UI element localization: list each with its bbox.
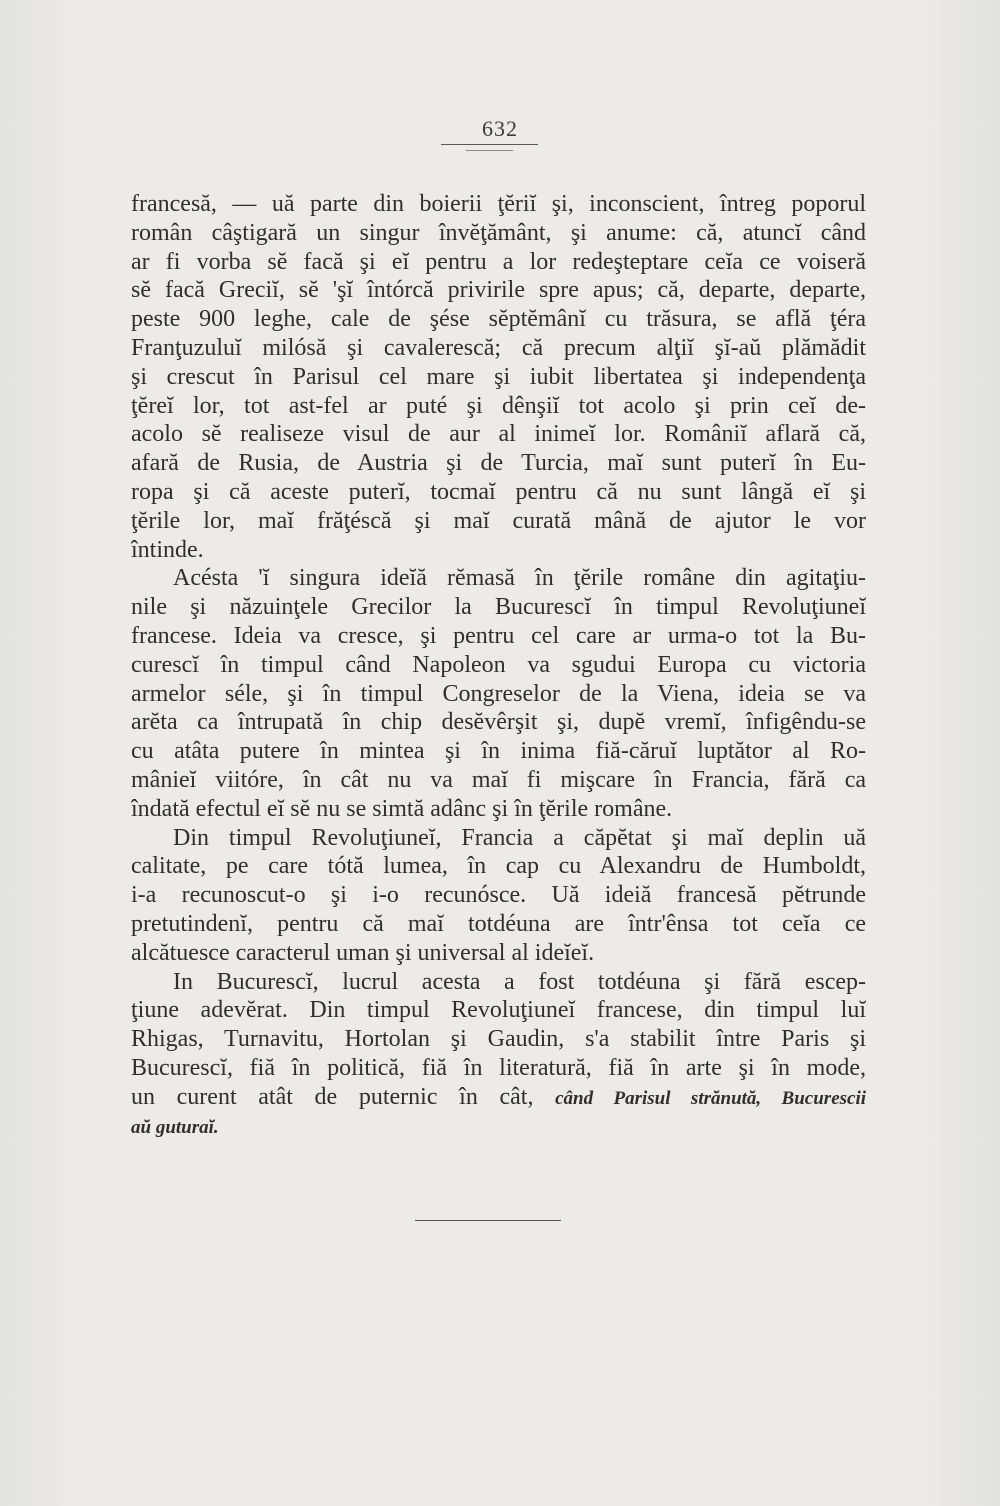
text-line (131, 1112, 866, 1141)
text-line: calitate, pe care tótă lumea, în cap cu Alexandru de Humboldt, (131, 853, 866, 880)
text-line: acolo sĕ realiseze visul de aur al inimeĭ lor. Româniĭ aflară că, (131, 421, 866, 448)
text-line-with-quote (131, 1083, 866, 1112)
text-line: Rhigas, Turnavitu, Hortolan şi Gaudin, s'a stabilit între Paris şi (131, 1026, 866, 1053)
body-text (131, 190, 866, 1140)
text-line: armelor séle, şi în timpul Congreselor de la Viena, ideia se va (131, 680, 866, 707)
text-line: sĕ facă Greciĭ, sĕ 'şĭ întórcă privirile spre apus; că, departe, departe, (131, 277, 866, 304)
text-line: cu atâta putere în mintea şi în inima fiă-căruĭ luptător al Ro- (131, 738, 866, 765)
text-line: Acésta 'ĭ singura ideĭă rĕmasă în ţĕrile române din agitaţiu- (173, 565, 866, 592)
text-line: francese. Ideia va cresce, şi pentru cel care ar urma-o tot la Bu- (131, 622, 866, 649)
page-number: 632 (482, 116, 518, 141)
text-line: afară de Rusia, de Austria şi de Turcia, maĭ sunt puterĭ în Eu- (131, 450, 866, 477)
text-line: ţiune adevĕrat. Din timpul Revoluţiuneĭ francese, din timpul luĭ (131, 997, 866, 1024)
text-segment: un curent atât de puternic în cât, (131, 1083, 534, 1110)
text-line: nile şi năzuinţele Grecilor la Bucurescĭ în timpul Revoluţiuneĭ (131, 594, 866, 621)
text-line: i-a recunoscut-o şi i-o recunósce. Uă ideiă francesă pĕtrunde (131, 882, 866, 909)
text-line: ar fi vorba sĕ facă şi eĭ pentru a lor redeşteptare ceĭa ce voiseră (131, 248, 866, 275)
text-line: întinde. (131, 536, 204, 563)
text-line: peste 900 leghe, cale de şése sĕptĕmânĭ cu trăsura, se află ţéra (131, 306, 866, 333)
text-line: român câştigară un singur învĕţământ, şi anume: că, atuncĭ când (131, 219, 866, 246)
text-line: francesă, — uă parte din boierii ţĕriĭ şi, inconscient, întreg poporul (131, 191, 866, 217)
text-line: Bucurescĭ, fiă în politică, fiă în literatură, fiă în arte şi în mode, (131, 1054, 866, 1081)
text-line: In Bucurescĭ, lucrul acesta a fost totdéuna şi fără escep- (173, 968, 866, 995)
text-line: şi crescut în Parisul cel mare şi iubit libertatea şi independenţa (131, 363, 866, 390)
text-line: ropa şi că aceste puterĭ, tocmaĭ pentru că nu sunt lângă eĭ şi (131, 478, 866, 505)
text-line: curescĭ în timpul când Napoleon va sgudui Europa cu victoria (131, 651, 866, 678)
text-line: mânieĭ viitóre, în cât nu va maĭ fi mişcare în Francia, fără ca (131, 766, 866, 793)
italic-quote: când Parisul strănută, Bucurescii (555, 1087, 866, 1109)
text-line: alcătuesce caracterul uman şi universal al ideĭeĭ. (131, 939, 595, 966)
text-line: arĕta ca întrupată în chip desĕvêrşit şi, dupĕ vremĭ, înfigêndu-se (131, 709, 866, 736)
closing-divider (415, 1220, 561, 1221)
text-line: Franţuzuluĭ milósă şi cavalerescă; că precum alţiĭ şĭ-aŭ plămădit (131, 334, 866, 361)
text-line: ţĕrile lor, maĭ frăţéscă şi maĭ curată mână de ajutor le vor (131, 507, 866, 534)
text-line: pretutindenĭ, pentru că maĭ totdéuna are într'ênsa tot ceĭa ce (131, 910, 866, 937)
text-line: Din timpul Revoluţiuneĭ, Francia a căpĕtat şi maĭ deplin uă (173, 824, 866, 851)
text-line: îndată efectul eĭ sĕ nu se simtă adânc şi în ţĕrile române. (131, 795, 673, 822)
page-number-underline-short (466, 150, 513, 151)
italic-quote-end: aŭ guturaĭ. (131, 1116, 219, 1138)
page-number-underline (441, 144, 538, 145)
text-line: ţĕreĭ lor, tot ast-fel ar puté şi dênşiĭ tot acolo şi prin ceĭ de- (131, 392, 866, 419)
